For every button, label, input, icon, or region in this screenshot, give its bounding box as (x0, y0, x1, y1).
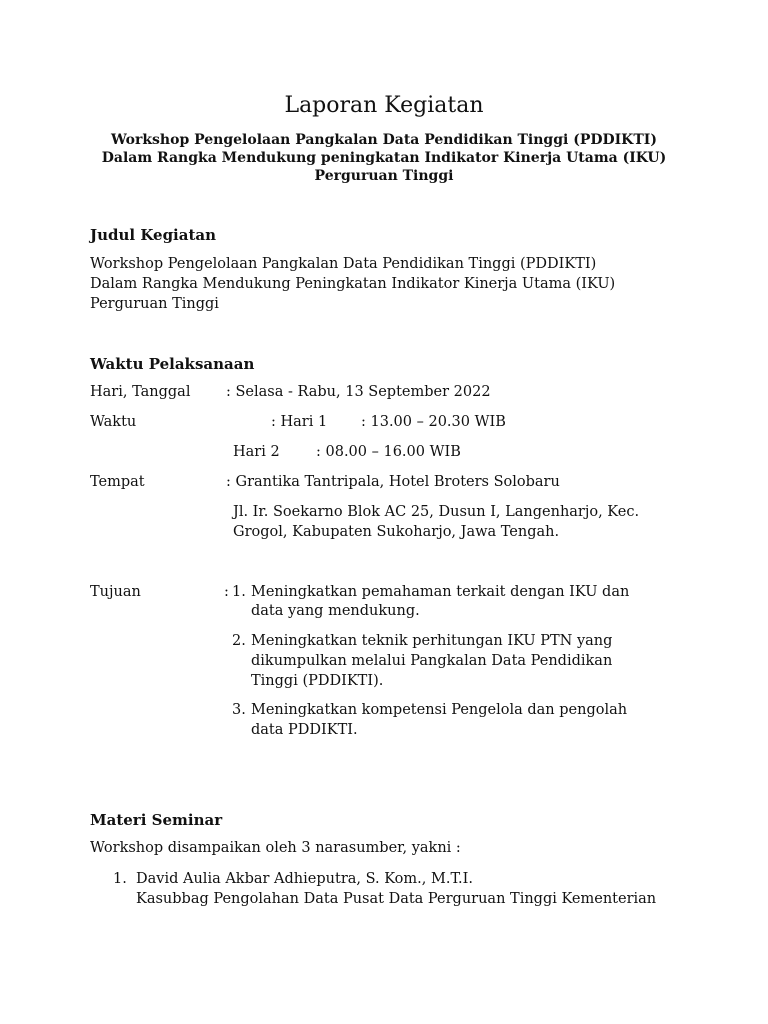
hari2-label: Hari 2 (233, 444, 280, 460)
hari2-value: : 08.00 – 16.00 WIB (316, 444, 461, 460)
waktu-heading: Waktu Pelaksanaan (90, 355, 255, 373)
tujuan-item-line: Meningkatkan kompetensi Pengelola dan pengolah (251, 702, 628, 718)
tujuan-item-number: 1. (232, 584, 246, 600)
tujuan-item-line: data PDDIKTI. (251, 722, 358, 738)
speaker-role: Kasubbag Pengolahan Data Pusat Data Perguruan Tinggi Kementerian (136, 891, 657, 907)
subtitle-line: Perguruan Tinggi (314, 168, 454, 184)
tujuan-item-line: Meningkatkan pemahaman terkait dengan IKU dan (251, 584, 630, 600)
hari1-value: : 13.00 – 20.30 WIB (361, 414, 506, 430)
hari-label: Hari, Tanggal (90, 384, 191, 400)
judul-line: Dalam Rangka Mendukung Peningkatan Indikator Kinerja Utama (IKU) (90, 276, 616, 292)
subtitle-line: Dalam Rangka Mendukung peningkatan Indikator Kinerja Utama (IKU) (101, 150, 667, 166)
judul-heading: Judul Kegiatan (90, 226, 217, 244)
materi-intro: Workshop disampaikan oleh 3 narasumber, yakni : (90, 840, 461, 856)
waktu-label: Waktu (90, 414, 137, 430)
tujuan-item-line: Meningkatkan teknik perhitungan IKU PTN yang (251, 633, 613, 649)
tujuan-item-line: dikumpulkan melalui Pangkalan Data Pendidikan (251, 653, 613, 669)
tujuan-colon: : (224, 584, 229, 600)
document-title: Laporan Kegiatan (284, 93, 484, 118)
hari1-label: : Hari 1 (271, 414, 328, 430)
alamat-line: Grogol, Kabupaten Sukoharjo, Jawa Tengah. (233, 524, 560, 540)
tujuan-label: Tujuan (90, 584, 141, 600)
hari-value: : Selasa - Rabu, 13 September 2022 (226, 384, 491, 400)
tujuan-item-line: Tinggi (PDDIKTI). (251, 673, 384, 689)
tempat-value: : Grantika Tantripala, Hotel Broters Solobaru (226, 474, 560, 490)
alamat-line: Jl. Ir. Soekarno Blok AC 25, Dusun I, Langenharjo, Kec. (233, 504, 640, 520)
tempat-label: Tempat (90, 474, 145, 490)
speaker-name: David Aulia Akbar Adhieputra, S. Kom., M.T.I. (136, 871, 473, 887)
judul-line: Perguruan Tinggi (90, 296, 219, 312)
speaker-number: 1. (113, 871, 127, 887)
judul-line: Workshop Pengelolaan Pangkalan Data Pendidikan Tinggi (PDDIKTI) (90, 256, 597, 272)
tujuan-item-number: 2. (232, 633, 246, 649)
subtitle-line: Workshop Pengelolaan Pangkalan Data Pendidikan Tinggi (PDDIKTI) (111, 132, 657, 148)
tujuan-item-line: data yang mendukung. (251, 603, 420, 619)
tujuan-item-number: 3. (232, 702, 246, 718)
materi-heading: Materi Seminar (90, 811, 223, 829)
